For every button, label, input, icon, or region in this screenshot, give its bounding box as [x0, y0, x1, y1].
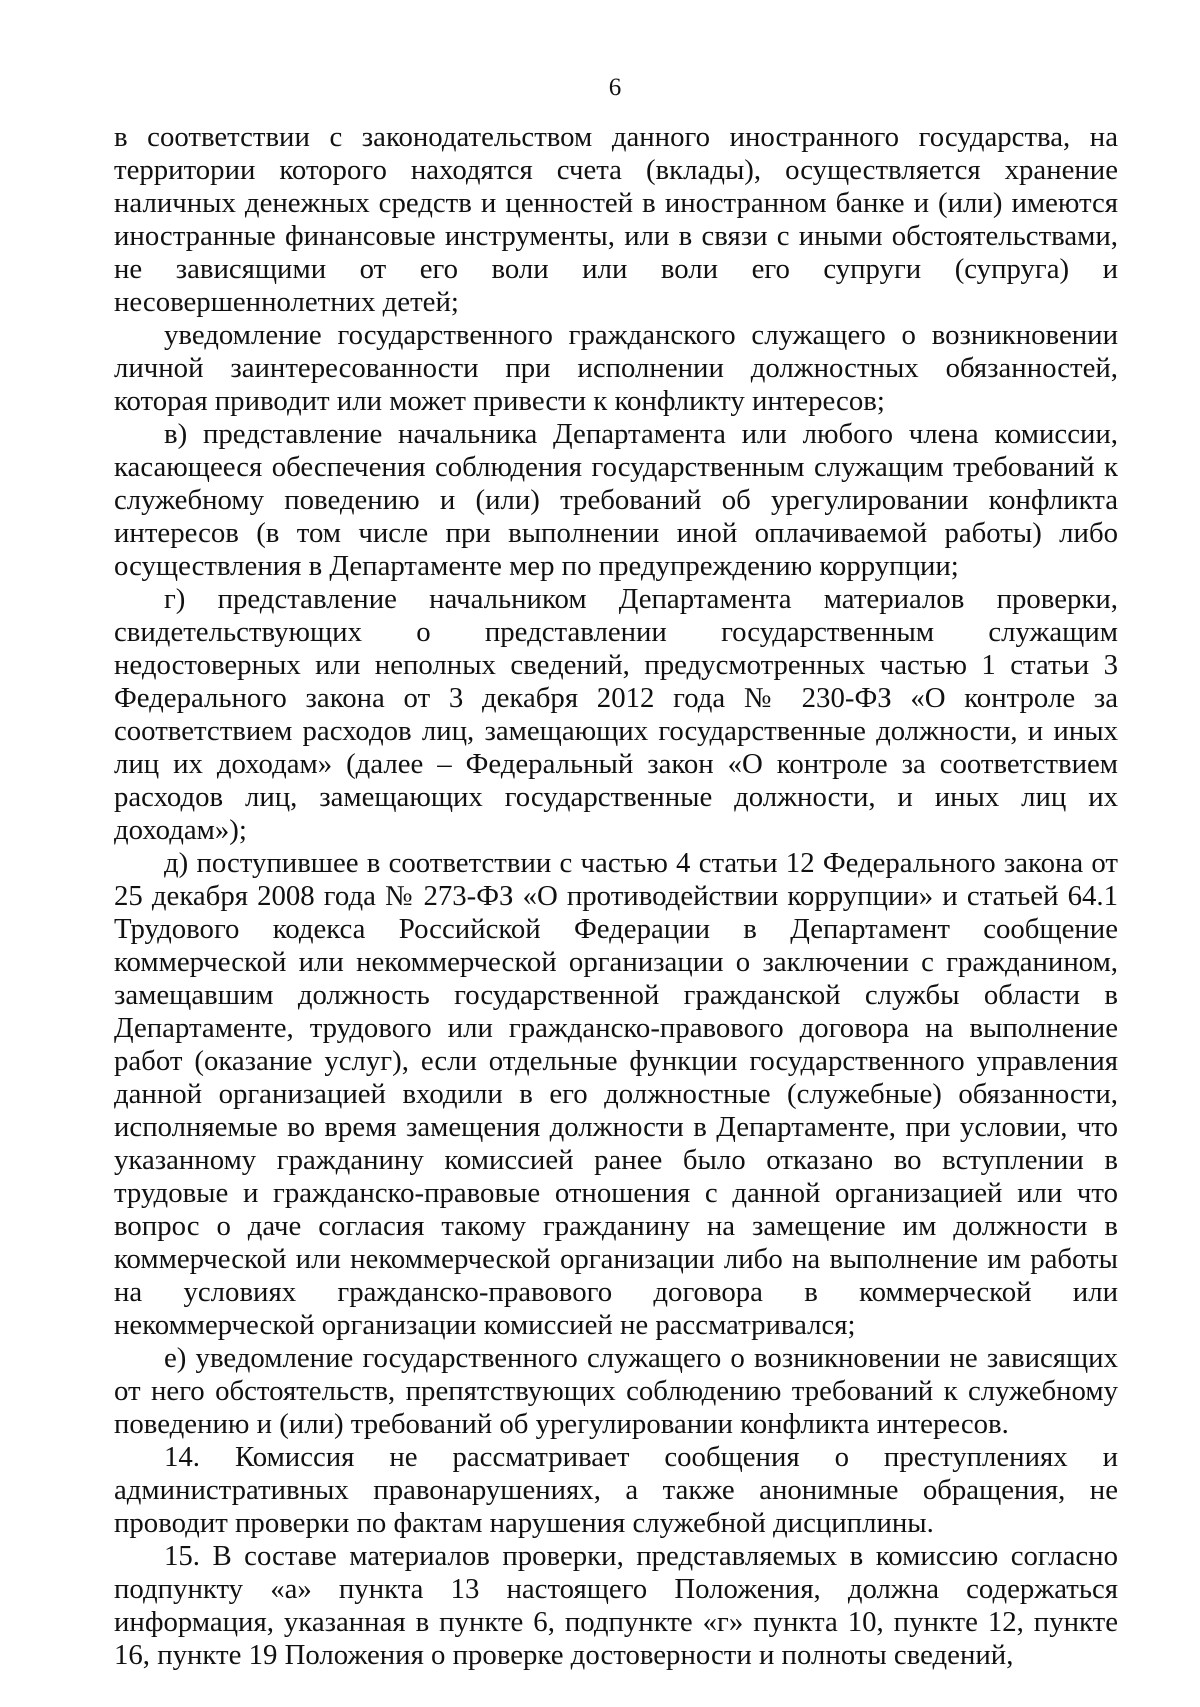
paragraph-continuation: в соответствии с законодательством данного иностранного государства, на территории которого находятся счета (вклады), осуществляется хранение наличных денежных средств и ценностей в иностранном банке и (или) имеются иностранные финансовые инструменты, или в связи с иными обстоятельствами, не зависящими от его воли или воли его супруги (супруга) и несовершеннолетних детей; — [114, 121, 1118, 318]
document-body — [114, 121, 1118, 1672]
paragraph-item-v: в) представление начальника Департамента или любого члена комиссии, касающееся обеспечения соблюдения государственным служащим требований к служебному поведению и (или) требований об урегулировании конфликта интересов (в том числе при выполнении иной оплачиваемой работы) либо осуществления в Департаменте мер по предупреждению коррупции; — [114, 418, 1118, 582]
paragraph-14: 14. Комиссия не рассматривает сообщения о преступлениях и административных правонарушениях, а также анонимные обращения, не проводит проверки по фактам нарушения служебной дисциплины. — [114, 1441, 1118, 1539]
paragraph-notification-interest: уведомление государственного гражданского служащего о возникновении личной заинтересованности при исполнении должностных обязанностей, которая приводит или может привести к конфликту интересов; — [114, 319, 1118, 417]
paragraph-item-d: д) поступившее в соответствии с частью 4 статьи 12 Федерального закона от 25 декабря 2008 года № 273-ФЗ «О противодействии коррупции» и статьей 64.1 Трудового кодекса Российской Федерации в Департамент сообщение коммерческой или некоммерческой организации о заключении с гражданином, замещавшим должность государственной гражданской службы области в Департаменте, трудового или гражданско-правового договора на выполнение работ (оказание услуг), если отдельные функции государственного управления данной организацией входили в его должностные (служебные) обязанности, исполняемые во время замещения должности в Департаменте, при условии, что указанному гражданину комиссией ранее было отказано во вступлении в трудовые и гражданско-правовые отношения с данной организацией или что вопрос о даче согласия такому гражданину на замещение им должности в коммерческой или некоммерческой организации либо на выполнение им работы на условиях гражданско-правового договора в коммерческой или некоммерческой организации комиссией не рассматривался; — [114, 847, 1118, 1341]
paragraph-15: 15. В составе материалов проверки, представляемых в комиссию согласно подпункту «а» пункта 13 настоящего Положения, должна содержаться информация, указанная в пункте 6, подпункте «г» пункта 10, пункте 12, пункте 16, пункте 19 Положения о проверке достоверности и полноты сведений, — [114, 1540, 1118, 1671]
page-number: 6 — [608, 74, 622, 101]
paragraph-item-g: г) представление начальником Департамента материалов проверки, свидетельствующих о представлении государственным служащим недостоверных или неполных сведений, предусмотренных частью 1 статьи 3 Федерального закона от 3 декабря 2012 года № 230-ФЗ «О контроле за соответствием расходов лиц, замещающих государственные должности, и иных лиц их доходам» (далее – Федеральный закон «О контроле за соответствием расходов лиц, замещающих государственные должности, и иных лиц их доходам»); — [114, 583, 1118, 846]
paragraph-item-e: е) уведомление государственного служащего о возникновении не зависящих от него обстоятельств, препятствующих соблюдению требований к служебному поведению и (или) требований об урегулировании конфликта интересов. — [114, 1342, 1118, 1440]
